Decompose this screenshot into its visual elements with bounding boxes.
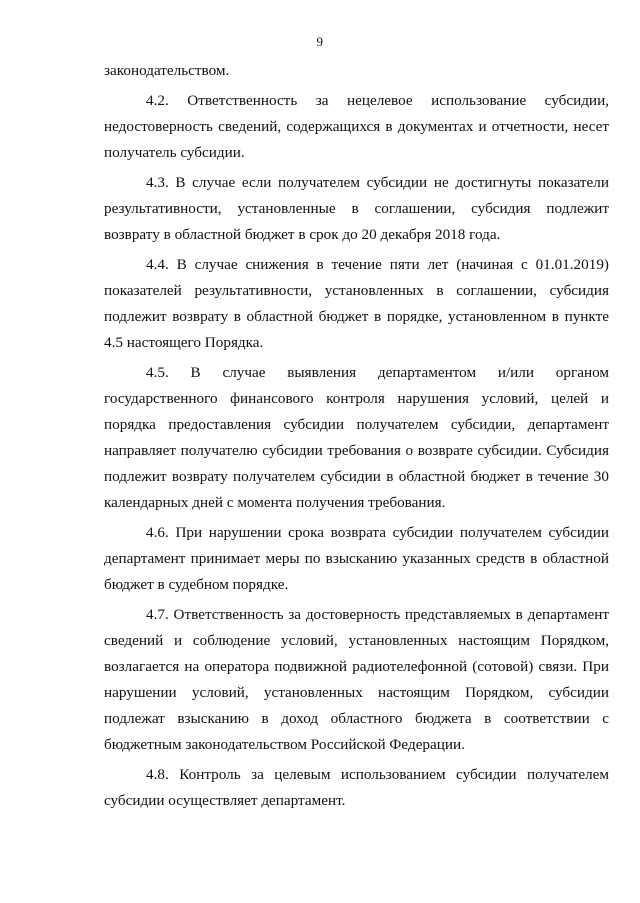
paragraph-4-2 [104, 88, 609, 166]
text-line: 4.8. Контроль за целевым использованием субсидии получателем [146, 766, 609, 783]
text-line: 4.2. Ответственность за нецелевое использование субсидии, [146, 92, 609, 109]
text-line: 4.4. В случае снижения в течение пяти лет (начиная с 01.01.2019) [146, 256, 609, 273]
text-line: департамент принимает меры по взысканию указанных средств в областной [104, 550, 609, 567]
text-line: субсидии осуществляет департамент. [104, 792, 346, 809]
text-line: получатель субсидии. [104, 144, 245, 161]
text-line: бюджет в судебном порядке. [104, 576, 289, 593]
text-line: показателей результативности, установленных в соглашении, субсидия [104, 282, 609, 299]
text-line: возлагается на оператора подвижной радиотелефонной (сотовой) связи. При [104, 658, 609, 675]
text-line: бюджетным законодательством Российской Федерации. [104, 736, 465, 753]
paragraph-continuation [104, 58, 609, 84]
text-line: 4.6. При нарушении срока возврата субсидии получателем субсидии [146, 524, 609, 541]
text-line: недостоверность сведений, содержащихся в документах и отчетности, несет [104, 118, 609, 135]
paragraph-4-6 [104, 520, 609, 598]
text-line: 4.7. Ответственность за достоверность представляемых в департамент [146, 606, 609, 623]
text-line: календарных дней с момента получения требования. [104, 494, 446, 511]
text-line: сведений и соблюдение условий, установленных настоящим Порядком, [104, 632, 609, 649]
text-line: нарушении условий, установленных настоящим Порядком, субсидии [104, 684, 609, 701]
text-line: законодательством. [104, 62, 230, 79]
page-number: 9 [316, 34, 324, 49]
text-line: возврату в областной бюджет в срок до 20 декабря 2018 года. [104, 226, 501, 243]
text-line: порядка предоставления субсидии получателем субсидии, департамент [104, 416, 609, 433]
text-line: результативности, установленные в соглашении, субсидия подлежит [104, 200, 609, 217]
text-line: 4.3. В случае если получателем субсидии не достигнуты показатели [146, 174, 609, 191]
paragraph-4-7 [104, 602, 609, 758]
text-line: 4.5. В случае выявления департаментом и/или органом [146, 364, 609, 381]
text-line: направляет получателю субсидии требования о возврате субсидии. Субсидия [104, 442, 609, 459]
text-line: подлежит возврату в областной бюджет в порядке, установленном в пункте [104, 308, 609, 325]
paragraph-4-8 [104, 762, 609, 814]
paragraph-4-5 [104, 360, 609, 516]
text-line: 4.5 настоящего Порядка. [104, 334, 264, 351]
text-line: подлежит возврату получателем субсидии в областной бюджет в течение 30 [104, 468, 609, 485]
text-line: подлежат взысканию в доход областного бюджета в соответствии с [104, 710, 609, 727]
text-line: государственного финансового контроля нарушения условий, целей и [104, 390, 609, 407]
paragraph-4-4 [104, 252, 609, 356]
paragraph-4-3 [104, 170, 609, 248]
document-body [104, 58, 609, 814]
